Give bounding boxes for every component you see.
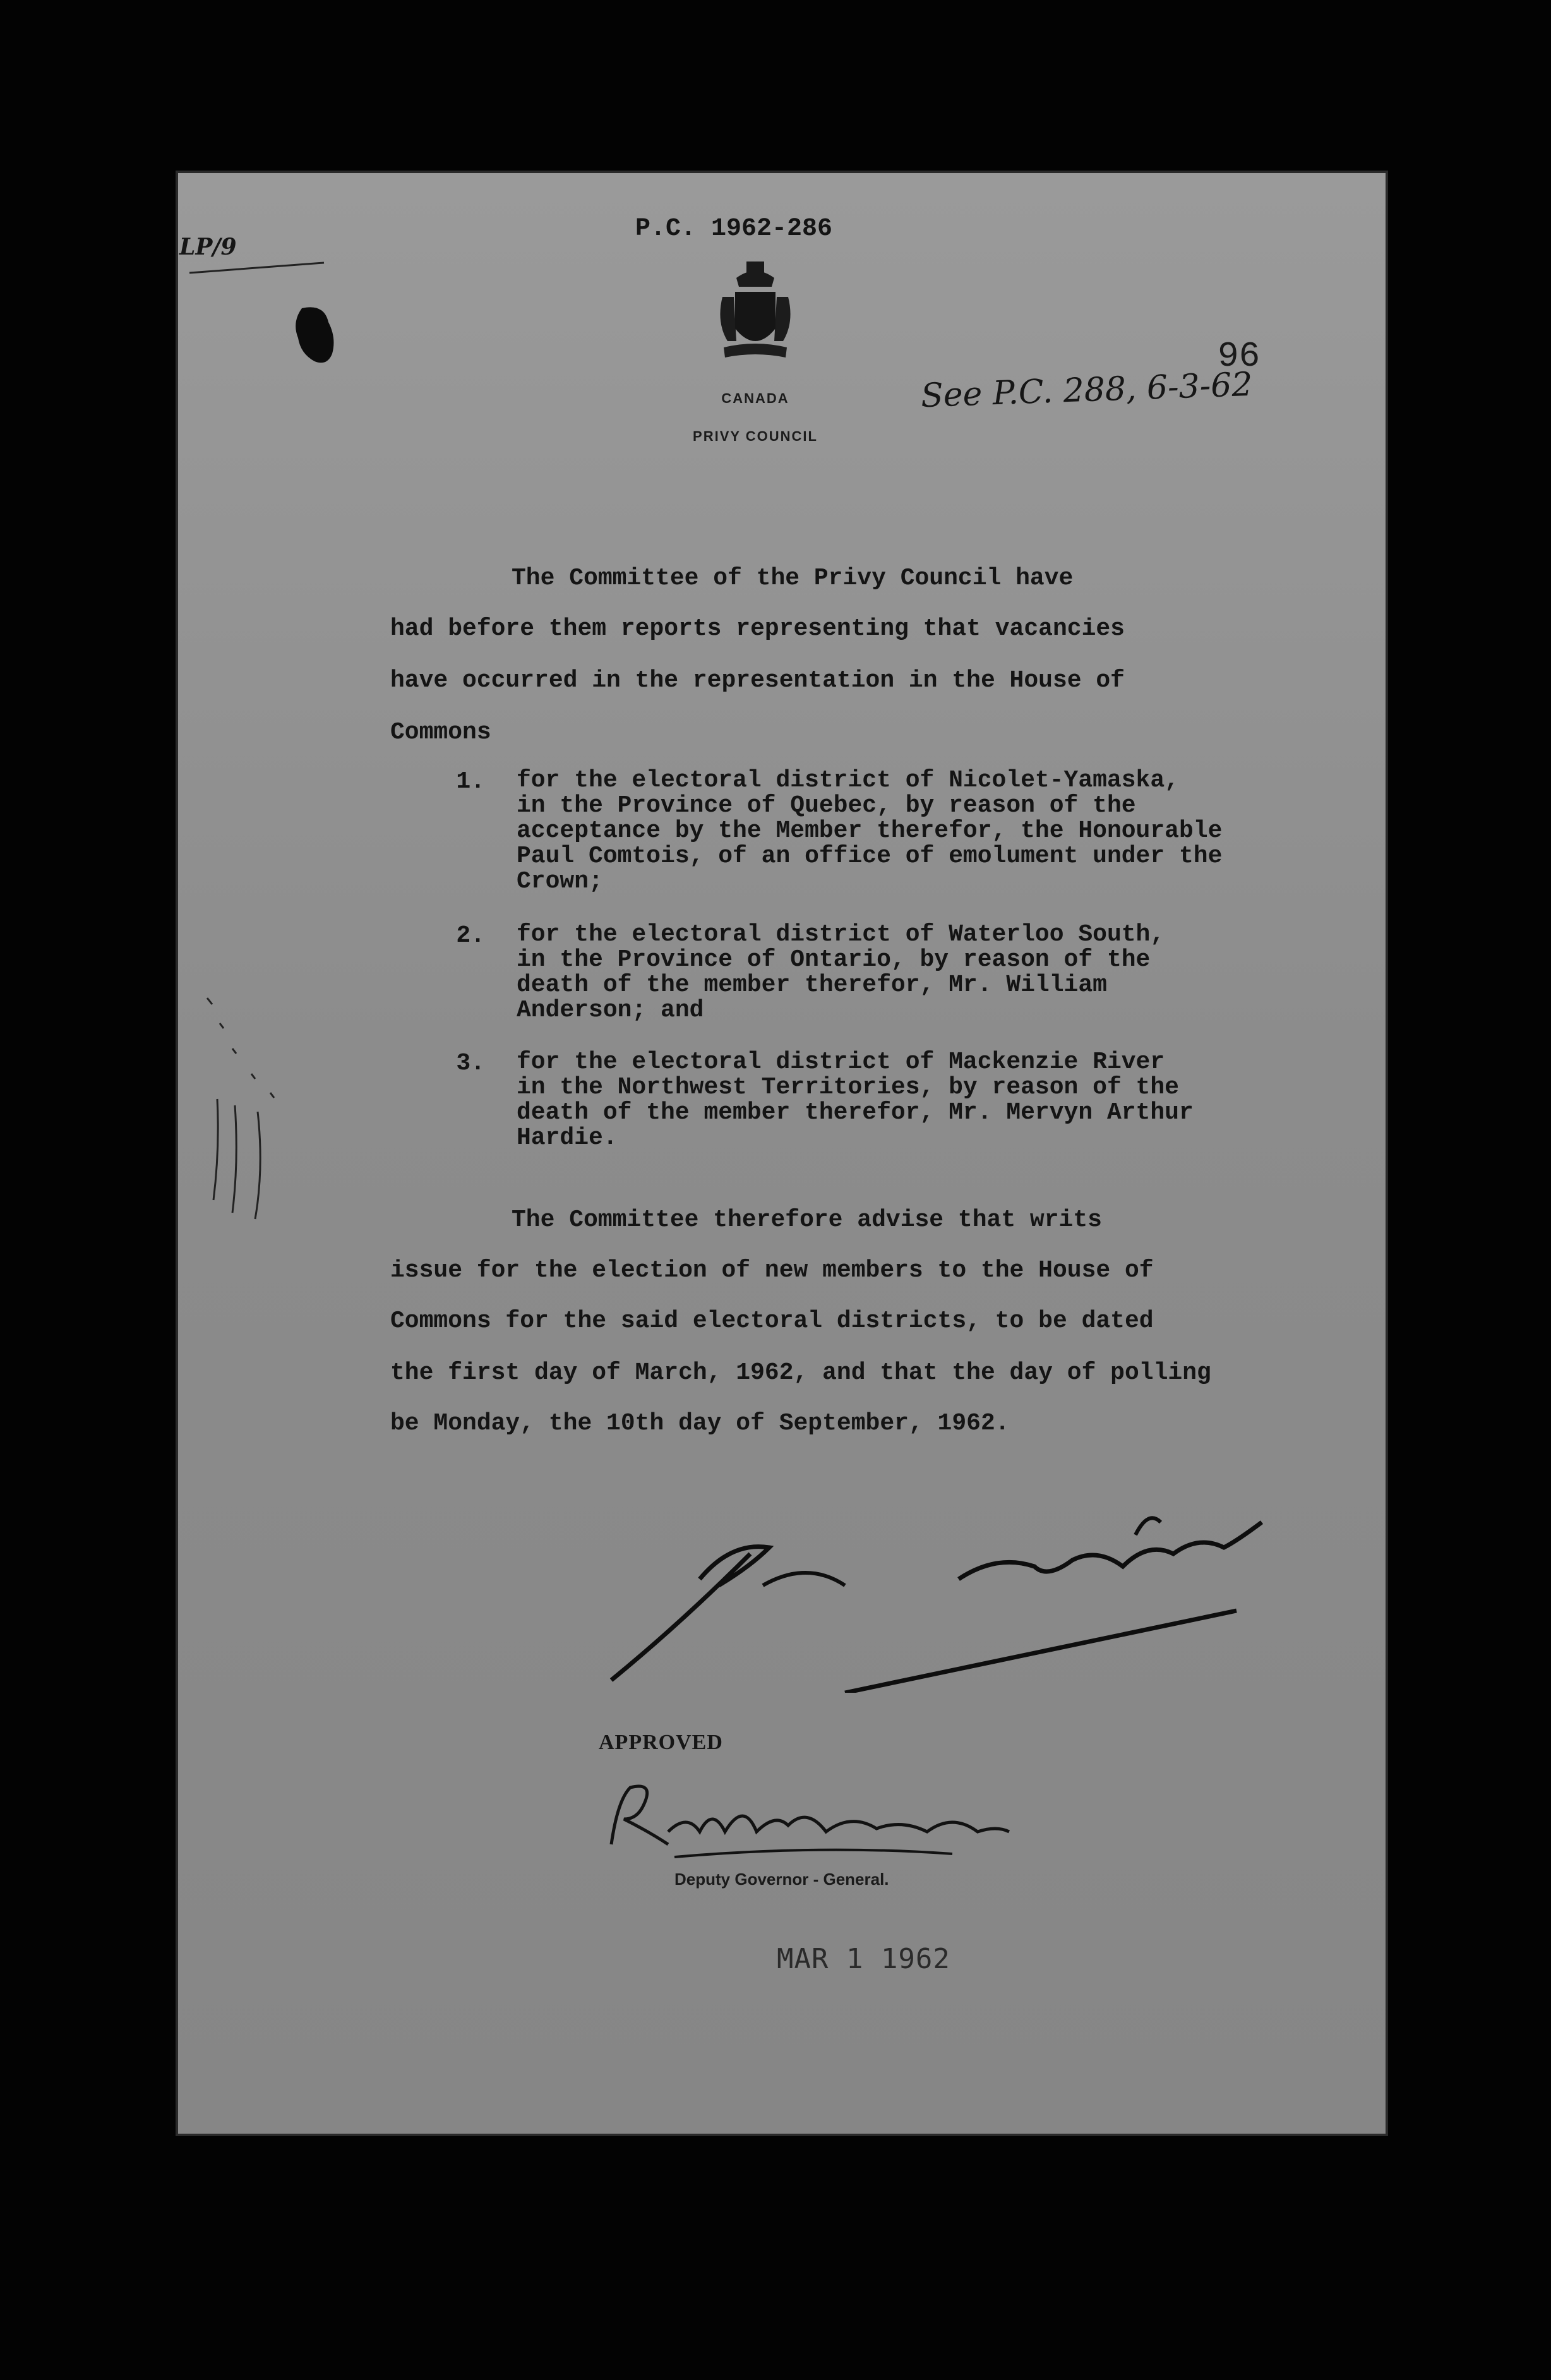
- list-item-line: Crown;: [517, 868, 603, 895]
- conclusion-line: be Monday, the 10th day of September, 1962.: [390, 1410, 1010, 1437]
- deputy-governor-title: Deputy Governor - General.: [674, 1870, 889, 1889]
- list-item-line: in the Province of Quebec, by reason of the: [517, 792, 1136, 819]
- list-item-number: 3.: [456, 1050, 485, 1077]
- prime-minister-signature: [605, 1484, 1281, 1693]
- margin-note-file-code: LP/9: [179, 234, 237, 260]
- conclusion-line: The Committee therefore advise that writs: [512, 1206, 1102, 1234]
- document-page: [176, 171, 1388, 2136]
- conclusion-line: the first day of March, 1962, and that the day of polling: [390, 1359, 1211, 1386]
- list-item-line: Hardie.: [517, 1124, 618, 1151]
- crest-label-canada: CANADA: [721, 390, 789, 406]
- margin-underline: [188, 259, 327, 278]
- handwritten-cross-reference: See P.C. 288, 6-3-62: [920, 365, 1254, 416]
- conclusion-line: issue for the election of new members to the House of: [390, 1257, 1154, 1284]
- punch-hole-mark: [289, 303, 346, 373]
- deputy-governor-signature: [599, 1762, 1015, 1863]
- list-item-number: 2.: [456, 922, 485, 949]
- intro-line: had before them reports representing that vacancies: [390, 615, 1125, 642]
- list-item-line: for the electoral district of Nicolet-Yamaska,: [517, 767, 1179, 794]
- list-item-line: for the electoral district of Waterloo South,: [517, 921, 1165, 948]
- intro-line: have occurred in the representation in the House of: [390, 667, 1125, 694]
- margin-handwritten-notes: [195, 960, 308, 1225]
- list-item-line: for the electoral district of Mackenzie River: [517, 1049, 1165, 1076]
- approved-label: APPROVED: [599, 1731, 723, 1754]
- date-stamp: MAR 1 1962: [777, 1943, 950, 1975]
- list-item-line: Paul Comtois, of an office of emolument under the: [517, 843, 1223, 870]
- coat-of-arms-crest: [711, 259, 799, 366]
- list-item-line: acceptance by the Member therefor, the Honourable: [517, 817, 1223, 844]
- list-item-line: Anderson; and: [517, 997, 704, 1024]
- list-item-line: in the Northwest Territories, by reason of the: [517, 1074, 1179, 1101]
- crest-label-privy-council: PRIVY COUNCIL: [693, 428, 818, 444]
- page-number: 96: [1218, 336, 1261, 376]
- order-number: P.C. 1962-286: [635, 215, 833, 243]
- list-item-line: in the Province of Ontario, by reason of the: [517, 946, 1151, 973]
- conclusion-line: Commons for the said electoral districts, to be dated: [390, 1307, 1154, 1335]
- list-item-number: 1.: [456, 768, 485, 795]
- intro-line: The Committee of the Privy Council have: [512, 565, 1074, 592]
- list-item-line: death of the member therefor, Mr. Mervyn Arthur: [517, 1099, 1194, 1126]
- intro-line: Commons: [390, 719, 491, 746]
- list-item-line: death of the member therefor, Mr. William: [517, 971, 1107, 999]
